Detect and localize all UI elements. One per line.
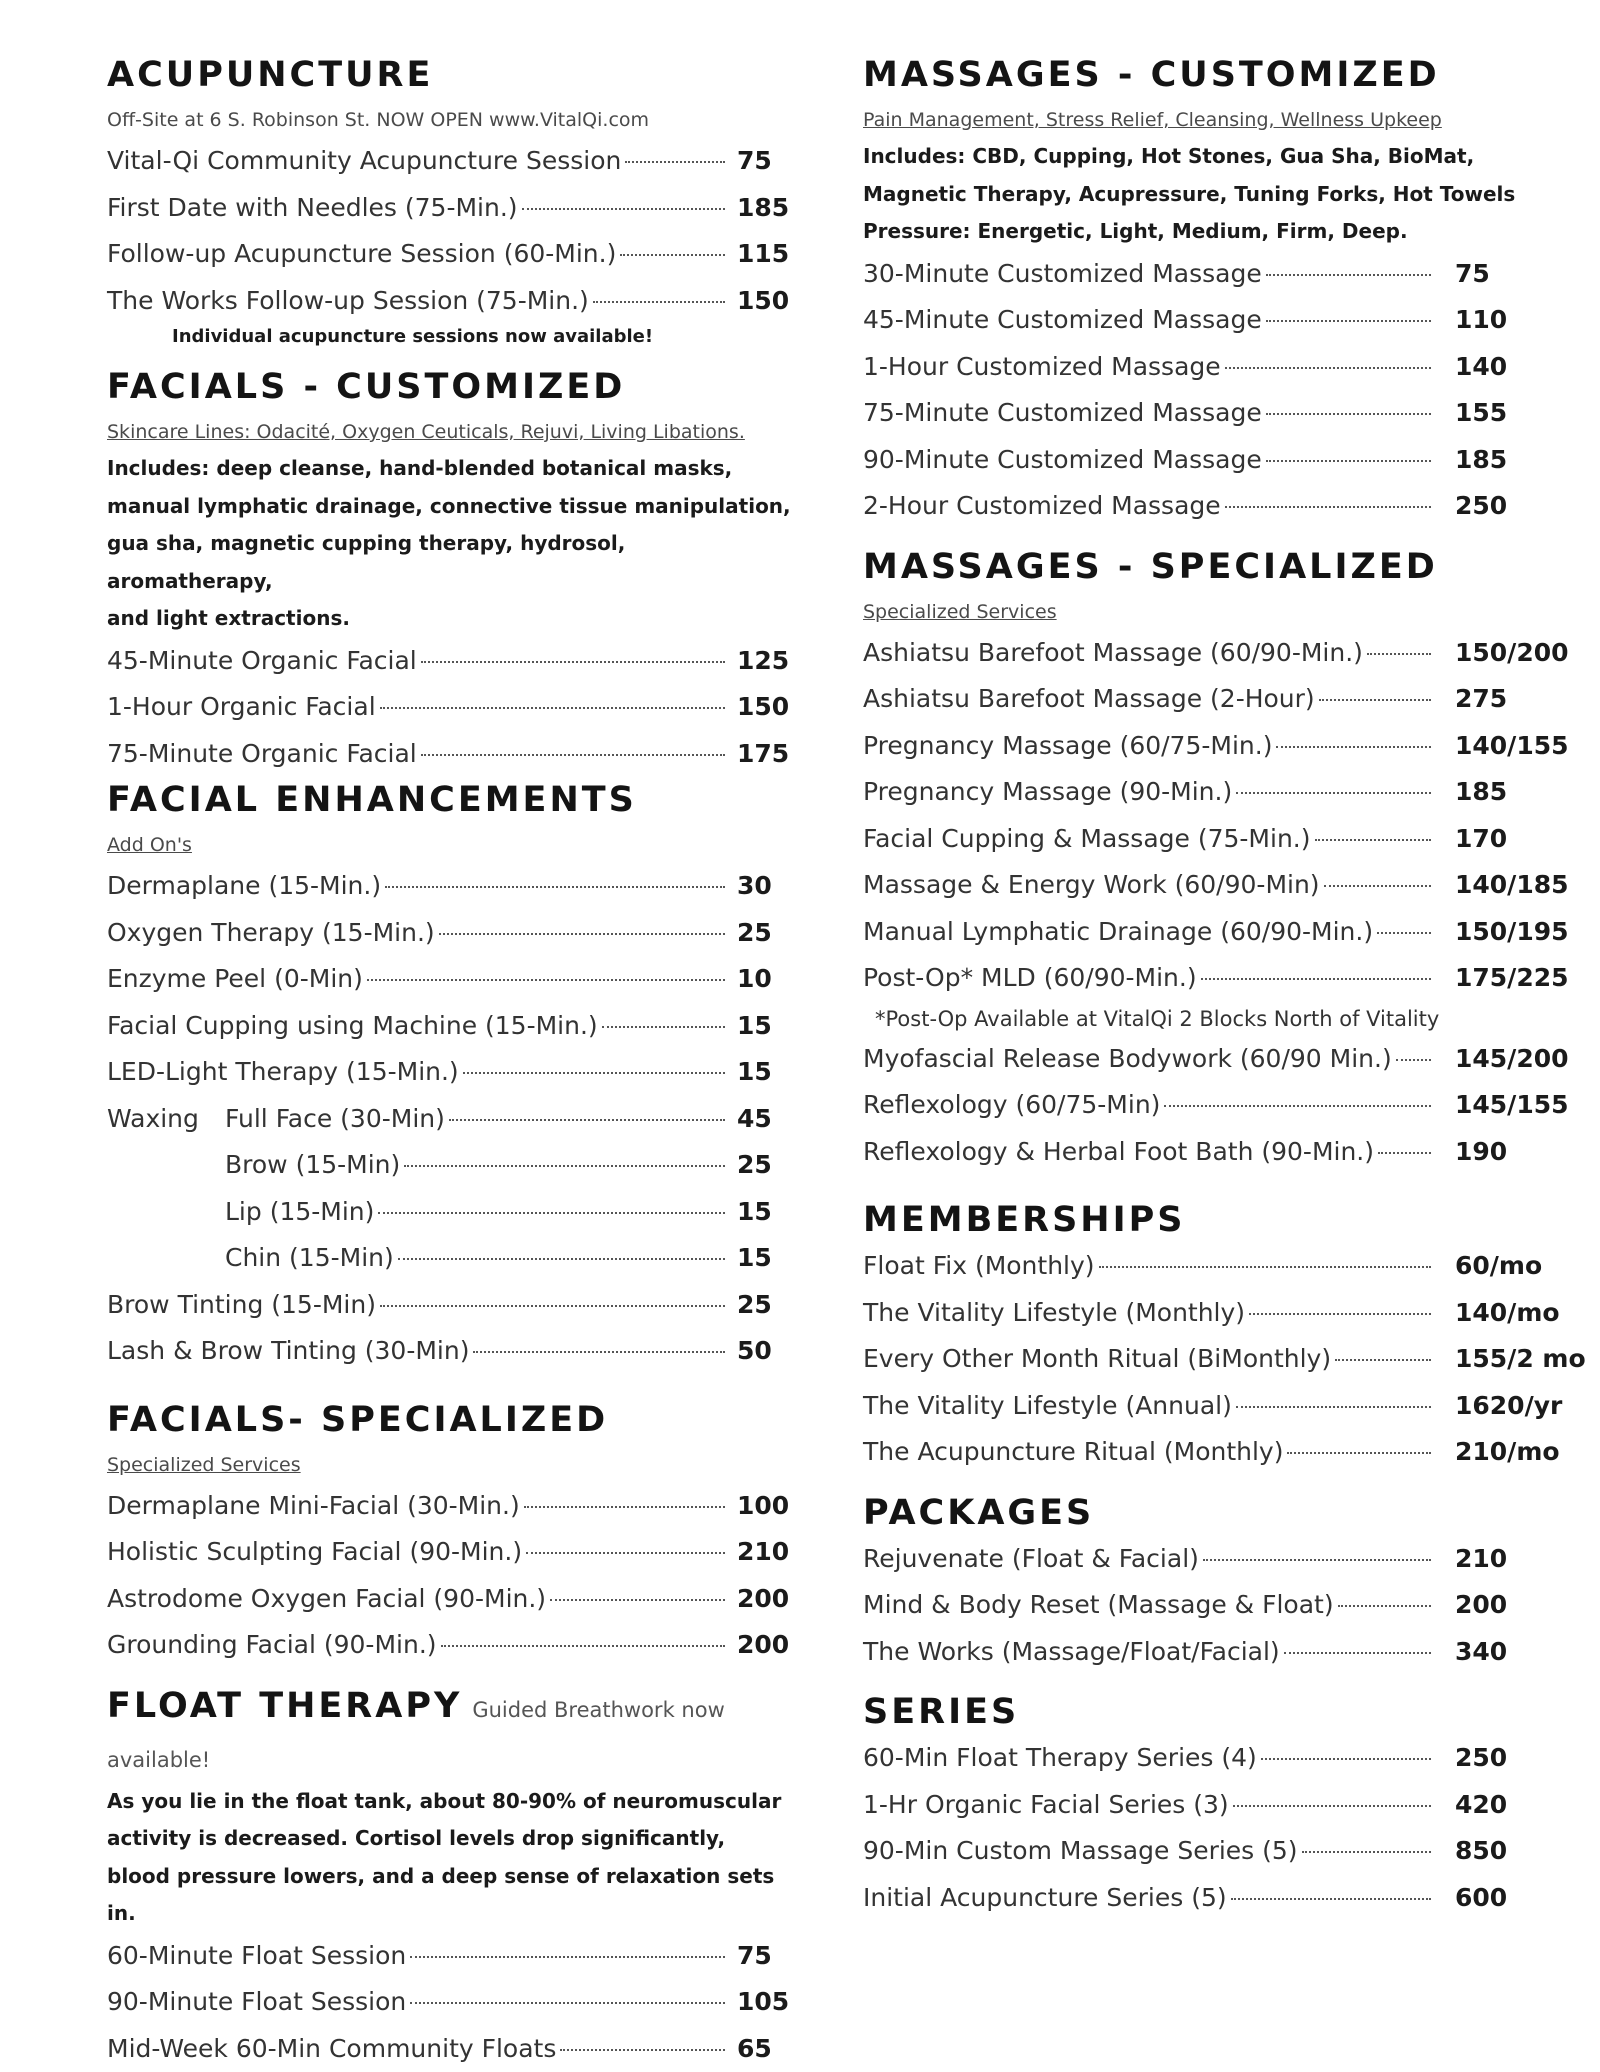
dot-leader (526, 1552, 725, 1554)
dot-leader (602, 1026, 725, 1028)
dot-leader (524, 1506, 725, 1508)
menu-item (863, 1629, 1575, 1676)
item-price: 150 (737, 278, 797, 325)
dot-leader (1338, 1605, 1431, 1607)
dot-leader (398, 1258, 725, 1260)
section-title: MEMBERSHIPS (863, 1197, 1575, 1243)
item-price: 600 (1455, 1875, 1575, 1922)
dot-leader (421, 754, 725, 756)
menu-item (107, 1096, 797, 1143)
menu-item (107, 1933, 797, 1980)
dot-leader (421, 661, 725, 663)
memberships-section (863, 1197, 1575, 1476)
spacer (107, 350, 797, 364)
menu-item (107, 1529, 797, 1576)
item-price: 150/200 (1455, 630, 1575, 677)
facials-specialized-section (107, 1397, 797, 1669)
dot-leader (367, 979, 725, 981)
item-name: Post-Op* MLD (60/90-Min.) (863, 955, 1197, 1002)
item-name: 1-Hour Organic Facial (107, 684, 376, 731)
menu-item (863, 769, 1575, 816)
item-price: 15 (737, 1003, 797, 1050)
item-name: Oxygen Therapy (15-Min.) (107, 910, 435, 957)
dot-leader (449, 1119, 725, 1121)
item-price: 140/mo (1455, 1290, 1575, 1337)
section-subtitle: Add On's (107, 829, 797, 861)
menu-item (107, 684, 797, 731)
item-name: Lash & Brow Tinting (30-Min) (107, 1328, 469, 1375)
dot-leader (1236, 792, 1431, 794)
section-title: FACIAL ENHANCEMENTS (107, 777, 797, 823)
item-price: 210 (737, 1529, 797, 1576)
item-name: Dermaplane Mini-Facial (30-Min.) (107, 1483, 520, 1530)
item-name: Brow Tinting (15-Min) (107, 1282, 376, 1329)
menu-item (863, 909, 1575, 956)
item-name: 75-Minute Customized Massage (863, 390, 1262, 437)
menu-item (863, 1536, 1575, 1583)
item-price: 200 (737, 1622, 797, 1669)
dot-leader (404, 1165, 725, 1167)
description-line: Includes: CBD, Cupping, Hot Stones, Gua Sha, BioMat, (863, 138, 1575, 176)
dot-leader (1236, 1406, 1431, 1408)
item-price: 175 (737, 731, 797, 778)
menu-item (863, 862, 1575, 909)
item-name: 2-Hour Customized Massage (863, 483, 1221, 530)
item-price: 185 (1455, 437, 1575, 484)
item-price: 145/200 (1455, 1036, 1575, 1083)
packages-section (863, 1490, 1575, 1676)
menu-item (107, 1483, 797, 1530)
item-name: The Works (Massage/Float/Facial) (863, 1629, 1280, 1676)
item-name: Pregnancy Massage (60/75-Min.) (863, 723, 1272, 770)
menu-item (863, 1036, 1575, 1083)
item-price: 60/mo (1455, 1243, 1575, 1290)
item-name: First Date with Needles (75-Min.) (107, 185, 518, 232)
spacer (107, 1669, 797, 1683)
section-title: MASSAGES - SPECIALIZED (863, 544, 1575, 590)
item-price: 115 (737, 231, 797, 278)
section-title: PACKAGES (863, 1490, 1575, 1536)
spacer (107, 1375, 797, 1397)
dot-leader (1396, 1059, 1431, 1061)
section-subtitle: Pain Management, Stress Relief, Cleansing, Wellness Upkeep (863, 104, 1575, 136)
menu-item (107, 638, 797, 685)
dot-leader (1284, 1652, 1431, 1654)
section-aside: Guided Breathwork now available! (107, 1698, 725, 1772)
section-description (863, 138, 1575, 251)
item-name: The Works Follow-up Session (75-Min.) (107, 278, 589, 325)
item-price: 200 (1455, 1582, 1575, 1629)
spacer (863, 1476, 1575, 1490)
item-price: 250 (1455, 483, 1575, 530)
item-name: Manual Lymphatic Drainage (60/90-Min.) (863, 909, 1373, 956)
dot-leader (1266, 413, 1431, 415)
menu-item (863, 344, 1575, 391)
menu-item (863, 1429, 1575, 1476)
item-price: 65 (737, 2026, 797, 2072)
facial-enhancements-section (107, 777, 797, 1375)
menu-item (107, 956, 797, 1003)
item-name: Pregnancy Massage (90-Min.) (863, 769, 1232, 816)
item-name: 1-Hour Customized Massage (863, 344, 1221, 391)
menu-item (863, 1582, 1575, 1629)
menu-item (107, 1003, 797, 1050)
description-line: and light extractions. (107, 600, 797, 638)
item-price: 155/2 mo (1455, 1336, 1575, 1383)
dot-leader (1319, 699, 1431, 701)
spacer (863, 1175, 1575, 1197)
item-price: 15 (737, 1235, 797, 1282)
item-name: Ashiatsu Barefoot Massage (60/90-Min.) (863, 630, 1363, 677)
dot-leader (441, 1645, 725, 1647)
item-price: 420 (1455, 1782, 1575, 1829)
item-name: 75-Minute Organic Facial (107, 731, 417, 778)
menu-item (107, 1328, 797, 1375)
dot-leader (1201, 978, 1431, 980)
item-name: Float Fix (Monthly) (863, 1243, 1095, 1290)
menu-item (107, 278, 797, 325)
dot-leader (378, 1212, 725, 1214)
dot-leader (1324, 885, 1431, 887)
item-name: 30-Minute Customized Massage (863, 251, 1262, 298)
item-name: The Acupuncture Ritual (Monthly) (863, 1429, 1283, 1476)
item-price: 100 (737, 1483, 797, 1530)
item-price: 105 (737, 1979, 797, 2026)
section-subtitle: Specialized Services (107, 1449, 797, 1481)
menu-item (863, 1383, 1575, 1430)
dot-leader (1164, 1105, 1431, 1107)
item-price: 50 (737, 1328, 797, 1375)
dot-leader (1266, 274, 1431, 276)
item-name: 60-Minute Float Session (107, 1933, 406, 1980)
item-name: 90-Min Custom Massage Series (5) (863, 1828, 1298, 1875)
item-name (107, 1096, 445, 1143)
right-column (863, 52, 1575, 1921)
item-name: 60-Min Float Therapy Series (4) (863, 1735, 1257, 1782)
item-name: Massage & Energy Work (60/90-Min) (863, 862, 1320, 909)
item-name: The Vitality Lifestyle (Monthly) (863, 1290, 1245, 1337)
item-price: 145/155 (1455, 1082, 1575, 1129)
dot-leader (1231, 1898, 1431, 1900)
dot-leader (522, 208, 725, 210)
item-name: Dermaplane (15-Min.) (107, 863, 381, 910)
dot-leader (1377, 932, 1431, 934)
item-price: 125 (737, 638, 797, 685)
item-price: 175/225 (1455, 955, 1575, 1002)
item-price: 25 (737, 1142, 797, 1189)
dot-leader (1287, 1452, 1431, 1454)
section-title: SERIES (863, 1689, 1575, 1735)
waxing-option: Full Face (30-Min) (225, 1104, 445, 1133)
item-price: 30 (737, 863, 797, 910)
item-price: 45 (737, 1096, 797, 1143)
item-name: Astrodome Oxygen Facial (90-Min.) (107, 1576, 546, 1623)
menu-item (107, 1576, 797, 1623)
section-note: *Post-Op Available at VitalQi 2 Blocks North of Vitality (863, 1002, 1575, 1036)
item-price: 15 (737, 1049, 797, 1096)
section-title: FACIALS - CUSTOMIZED (107, 364, 797, 410)
dot-leader (439, 933, 725, 935)
massages-specialized-section (863, 544, 1575, 1176)
item-price: 25 (737, 910, 797, 957)
menu-item (863, 483, 1575, 530)
item-name: Vital-Qi Community Acupuncture Session (107, 138, 621, 185)
dot-leader (473, 1351, 725, 1353)
item-name: Mid-Week 60-Min Community Floats (107, 2026, 556, 2072)
item-price: 140/155 (1455, 723, 1575, 770)
menu-item (107, 910, 797, 957)
menu-item (863, 390, 1575, 437)
menu-item (863, 251, 1575, 298)
price-list (107, 863, 797, 1375)
dot-leader (410, 2002, 725, 2004)
menu-item (863, 1782, 1575, 1829)
item-name: Brow (15-Min) (107, 1142, 400, 1189)
item-name: 1-Hr Organic Facial Series (3) (863, 1782, 1229, 1829)
menu-item (863, 437, 1575, 484)
float-therapy-section (107, 1683, 797, 2072)
dot-leader (625, 161, 725, 163)
item-price: 150/195 (1455, 909, 1575, 956)
dot-leader (1225, 506, 1431, 508)
dot-leader (380, 1305, 725, 1307)
item-name: Facial Cupping using Machine (15-Min.) (107, 1003, 598, 1050)
item-price: 15 (737, 1189, 797, 1236)
dot-leader (1249, 1313, 1431, 1315)
menu-item (107, 1282, 797, 1329)
dot-leader (385, 886, 725, 888)
item-price: 200 (737, 1576, 797, 1623)
dot-leader (380, 707, 725, 709)
item-name: 90-Minute Float Session (107, 1979, 406, 2026)
menu-item (107, 185, 797, 232)
menu-item (863, 1082, 1575, 1129)
item-name: Initial Acupuncture Series (5) (863, 1875, 1227, 1922)
series-section (863, 1689, 1575, 1921)
spacer (863, 530, 1575, 544)
massages-customized-section (863, 52, 1575, 530)
item-name: Facial Cupping & Massage (75-Min.) (863, 816, 1311, 863)
price-list (863, 1243, 1575, 1476)
description-line: gua sha, magnetic cupping therapy, hydrosol, aromatherapy, (107, 525, 797, 600)
item-price: 110 (1455, 297, 1575, 344)
item-name: Every Other Month Ritual (BiMonthly) (863, 1336, 1331, 1383)
section-description (107, 1783, 797, 1933)
dot-leader (1233, 1805, 1431, 1807)
item-name: Mind & Body Reset (Massage & Float) (863, 1582, 1334, 1629)
section-title (107, 1683, 797, 1783)
section-subtitle: Off-Site at 6 S. Robinson St. NOW OPEN www.VitalQi.com (107, 104, 797, 136)
dot-leader (620, 254, 725, 256)
dot-leader (1302, 1851, 1431, 1853)
menu-item (107, 138, 797, 185)
menu-item (863, 1290, 1575, 1337)
price-list (107, 638, 797, 778)
item-name: LED-Light Therapy (15-Min.) (107, 1049, 459, 1096)
item-price: 75 (1455, 251, 1575, 298)
price-list (863, 1735, 1575, 1921)
item-name: Myofascial Release Bodywork (60/90 Min.) (863, 1036, 1392, 1083)
dot-leader (1266, 320, 1431, 322)
item-name: 45-Minute Organic Facial (107, 638, 417, 685)
description-line: blood pressure lowers, and a deep sense of relaxation sets in. (107, 1858, 797, 1933)
menu-item (107, 1049, 797, 1096)
menu-item (863, 816, 1575, 863)
item-price: 340 (1455, 1629, 1575, 1676)
item-price: 150 (737, 684, 797, 731)
item-name: Reflexology (60/75-Min) (863, 1082, 1160, 1129)
menu-item (863, 1129, 1575, 1176)
item-price: 850 (1455, 1828, 1575, 1875)
item-price: 140/185 (1455, 862, 1575, 909)
facials-customized-section (107, 364, 797, 777)
item-price: 210/mo (1455, 1429, 1575, 1476)
item-name: 90-Minute Customized Massage (863, 437, 1262, 484)
section-description (107, 450, 797, 638)
item-name: Enzyme Peel (0-Min) (107, 956, 363, 1003)
description-line: Magnetic Therapy, Acupressure, Tuning Forks, Hot Towels (863, 176, 1575, 214)
item-price: 210 (1455, 1536, 1575, 1583)
item-price: 140 (1455, 344, 1575, 391)
item-price: 1620/yr (1455, 1383, 1575, 1430)
menu-item (863, 1336, 1575, 1383)
section-title: MASSAGES - CUSTOMIZED (863, 52, 1575, 98)
menu-item (863, 1735, 1575, 1782)
description-line: manual lymphatic drainage, connective tissue manipulation, (107, 488, 797, 526)
section-title-text: FLOAT THERAPY (107, 1686, 462, 1726)
dot-leader (410, 1956, 725, 1958)
price-list (107, 1933, 797, 2072)
section-note: Individual acupuncture sessions now available! (107, 324, 797, 350)
dot-leader (560, 2049, 725, 2051)
item-price: 75 (737, 1933, 797, 1980)
item-price: 75 (737, 138, 797, 185)
waxing-label: Waxing (107, 1096, 225, 1143)
dot-leader (1378, 1152, 1431, 1154)
acupuncture-section (107, 52, 797, 350)
menu-item (863, 1243, 1575, 1290)
dot-leader (1367, 653, 1431, 655)
item-name: Rejuvenate (Float & Facial) (863, 1536, 1199, 1583)
price-list (863, 630, 1575, 1002)
menu-item (863, 723, 1575, 770)
section-title: ACUPUNCTURE (107, 52, 797, 98)
section-subtitle: Skincare Lines: Odacité, Oxygen Ceuticals, Rejuvi, Living Libations. (107, 416, 797, 448)
menu-item (107, 863, 797, 910)
dot-leader (1203, 1559, 1431, 1561)
menu-item (107, 1979, 797, 2026)
menu-item (863, 676, 1575, 723)
section-title: FACIALS- SPECIALIZED (107, 1397, 797, 1443)
item-price: 185 (1455, 769, 1575, 816)
section-subtitle: Specialized Services (863, 596, 1575, 628)
dot-leader (593, 301, 725, 303)
item-price: 275 (1455, 676, 1575, 723)
item-name: Lip (15-Min) (107, 1189, 374, 1236)
dot-leader (1276, 746, 1431, 748)
item-price: 10 (737, 956, 797, 1003)
menu-item (863, 955, 1575, 1002)
description-line: Pressure: Energetic, Light, Medium, Firm, Deep. (863, 213, 1575, 251)
price-list (863, 1536, 1575, 1676)
menu-item (107, 231, 797, 278)
item-price: 25 (737, 1282, 797, 1329)
dot-leader (1261, 1758, 1431, 1760)
menu-item (107, 1189, 797, 1236)
dot-leader (550, 1599, 725, 1601)
description-line: As you lie in the float tank, about 80-90% of neuromuscular (107, 1783, 797, 1821)
left-column (107, 52, 797, 2072)
item-name: Holistic Sculpting Facial (90-Min.) (107, 1529, 522, 1576)
menu-item (863, 630, 1575, 677)
menu-item (107, 2026, 797, 2072)
item-price: 185 (737, 185, 797, 232)
item-price: 190 (1455, 1129, 1575, 1176)
price-list (107, 138, 797, 324)
menu-item (107, 731, 797, 778)
dot-leader (1315, 839, 1432, 841)
menu-item (107, 1622, 797, 1669)
item-name: The Vitality Lifestyle (Annual) (863, 1383, 1232, 1430)
item-name: 45-Minute Customized Massage (863, 297, 1262, 344)
description-line: activity is decreased. Cortisol levels drop significantly, (107, 1820, 797, 1858)
item-name: Follow-up Acupuncture Session (60-Min.) (107, 231, 616, 278)
item-price: 250 (1455, 1735, 1575, 1782)
description-line: Includes: deep cleanse, hand-blended botanical masks, (107, 450, 797, 488)
dot-leader (1335, 1359, 1431, 1361)
item-name: Chin (15-Min) (107, 1235, 394, 1282)
dot-leader (1225, 367, 1431, 369)
price-list (863, 1036, 1575, 1176)
spacer (863, 1675, 1575, 1689)
dot-leader (1099, 1266, 1431, 1268)
item-name: Ashiatsu Barefoot Massage (2-Hour) (863, 676, 1315, 723)
item-name: Reflexology & Herbal Foot Bath (90-Min.) (863, 1129, 1374, 1176)
dot-leader (463, 1072, 725, 1074)
menu-item (863, 297, 1575, 344)
dot-leader (1266, 460, 1431, 462)
menu-item (107, 1142, 797, 1189)
menu-item (863, 1875, 1575, 1922)
menu-item (107, 1235, 797, 1282)
price-list (107, 1483, 797, 1669)
item-price: 170 (1455, 816, 1575, 863)
price-list (863, 251, 1575, 530)
menu-item (863, 1828, 1575, 1875)
item-name: Grounding Facial (90-Min.) (107, 1622, 437, 1669)
item-price: 155 (1455, 390, 1575, 437)
